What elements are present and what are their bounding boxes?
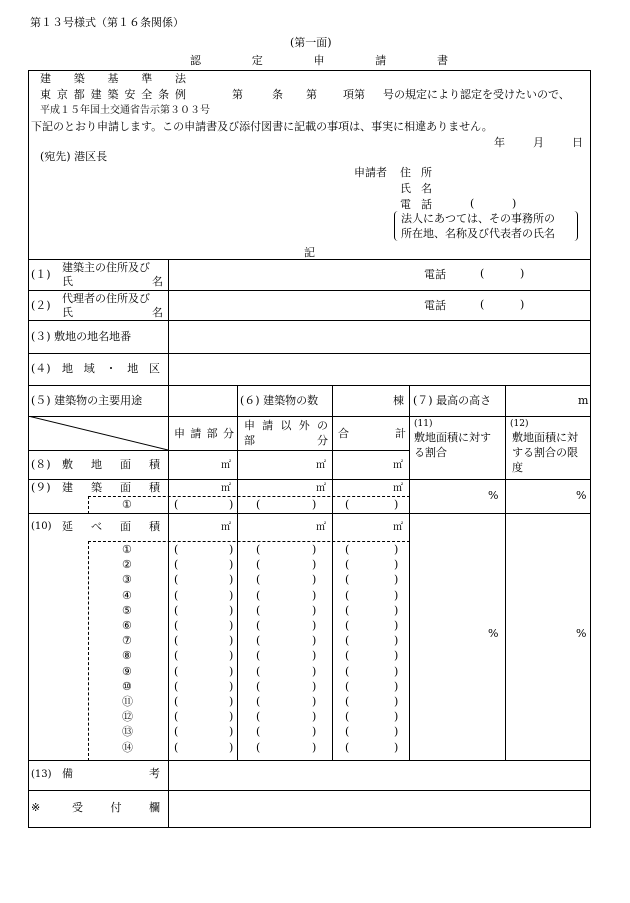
header-12-line2: する割合の限: [512, 446, 578, 459]
row2-label-line1: 代理者の住所及び: [62, 292, 150, 305]
date-year: 年: [494, 136, 505, 149]
floor-area-paren: (: [174, 725, 179, 739]
floor-area-paren: (: [256, 619, 261, 632]
row1-phone-label[interactable]: 電話: [424, 268, 446, 281]
floor-area-paren: ): [394, 573, 399, 587]
header-other-part-l2b: 分: [317, 434, 328, 447]
row9-paren: (: [174, 498, 179, 511]
row7-unit: m: [578, 394, 589, 407]
row9-paren: ): [394, 498, 399, 511]
row2-paren-close: ): [520, 298, 525, 311]
floor-area-paren: ): [229, 710, 234, 724]
floor-area-paren: (: [174, 695, 179, 708]
floor-number: ①: [122, 543, 132, 556]
article-label: 第: [232, 88, 243, 101]
floor-area-paren: ): [394, 740, 399, 754]
table-top-line: [28, 259, 591, 260]
floor-number: ⑪: [122, 695, 133, 708]
floor-area-paren: ): [312, 649, 317, 663]
statute-notice-303: 平成１５年国土交通省告示第３０３号: [40, 105, 210, 116]
floor-area-paren: (: [256, 573, 261, 587]
corp-note-line1: 法人にあつては、その事務所の: [401, 212, 555, 225]
corp-note-line2: 所在地、名称及び代表者の氏名: [401, 227, 555, 240]
applicant-phone-label: 電 話: [400, 198, 432, 211]
row1-label-l2b: 名: [152, 275, 163, 288]
applicant-name-label: 氏 名: [400, 182, 432, 195]
floor-number: ③: [122, 573, 132, 587]
floor-area-paren: ): [312, 679, 317, 693]
floor-area-paren: (: [256, 558, 261, 572]
floor-area-paren: ): [394, 543, 399, 556]
floor-area-paren: ): [229, 619, 234, 632]
table-line: [28, 450, 409, 451]
row2-paren-open: (: [480, 298, 485, 311]
floor-area-paren: (: [345, 664, 350, 678]
row10-label: 延 べ 面 積: [62, 520, 160, 533]
row1-label-l2a: 氏: [62, 275, 73, 288]
floor-area-paren: (: [345, 543, 350, 556]
floor-area-paren: ): [229, 725, 234, 739]
floor-area-paren: (: [345, 649, 350, 663]
floor-area-paren: (: [256, 603, 261, 617]
floor-area-paren: (: [174, 558, 179, 572]
row9-paren: (: [256, 498, 261, 511]
applicant-label: 申請者: [354, 166, 387, 179]
floor-area-paren: ): [229, 679, 234, 693]
row10-total-sqm: ㎡: [393, 522, 403, 533]
header-11-line1: 敷地面積に対す: [414, 431, 491, 444]
page-label: (第一面): [290, 36, 332, 49]
row9-total-sqm: ㎡: [393, 483, 403, 494]
row9-other-sqm: ㎡: [316, 483, 326, 494]
table-line: [28, 479, 591, 480]
floor-area-paren: (: [174, 588, 179, 602]
header-12-number: (12): [510, 419, 529, 429]
floor-area-paren: (: [174, 710, 179, 724]
row9-limit-percent: %: [576, 489, 587, 502]
floor-area-paren: ): [394, 710, 399, 724]
article-unit: 条: [272, 88, 283, 101]
floor-area-paren: ): [394, 558, 399, 572]
dashed-subrow-10: [88, 541, 410, 761]
floor-area-paren: ): [312, 634, 317, 648]
row10-other-sqm: ㎡: [316, 522, 326, 533]
row10-number: (10): [31, 521, 52, 532]
floor-area-paren: ): [312, 664, 317, 678]
floor-area-paren: ): [394, 679, 399, 693]
floor-area-paren: ): [229, 558, 234, 572]
row2-number: (２): [31, 299, 51, 312]
floor-number: ⑫: [122, 710, 133, 724]
floor-area-paren: ): [229, 649, 234, 663]
table-line: [28, 385, 591, 386]
addressee: (宛先) 港区長: [40, 150, 108, 163]
declaration-text: 下記のとおり申請します。この申請書及び添付図書に記載の事項は、事実に相違ありません。: [31, 120, 493, 133]
floor-area-paren: (: [174, 664, 179, 678]
statute-suffix: 号の規定により認定を受けたいので、: [383, 88, 570, 101]
date-month: 月: [533, 136, 544, 149]
row8-other-sqm: ㎡: [316, 460, 326, 471]
row8-number: (８): [31, 458, 51, 471]
row6-unit: 棟: [393, 394, 404, 407]
header-total-a: 合: [338, 427, 349, 440]
applicant-phone-paren-open: (: [470, 197, 475, 210]
row6-label: (６) 建築物の数: [240, 394, 319, 407]
floor-area-paren: ): [312, 543, 317, 556]
floor-number: ⑤: [122, 603, 132, 617]
diagonal-header-cell: [28, 416, 168, 450]
floor-area-paren: (: [174, 543, 179, 556]
row5-label: (５) 建築物の主要用途: [31, 394, 143, 407]
floor-area-paren: (: [174, 740, 179, 754]
floor-area-paren: (: [256, 740, 261, 754]
table-line: [28, 320, 591, 321]
floor-area-paren: ): [229, 740, 234, 754]
row1-paren-close: ): [520, 267, 525, 280]
floor-area-paren: ): [312, 603, 317, 617]
clause-label: 第: [306, 88, 317, 101]
applicant-address-label: 住 所: [400, 166, 432, 179]
floor-number: ⑧: [122, 649, 132, 663]
row10-apply-sqm: ㎡: [221, 522, 231, 533]
header-other-part-l2a: 部: [244, 434, 255, 447]
row8-apply-sqm: ㎡: [221, 460, 231, 471]
floor-area-paren: (: [345, 725, 350, 739]
floor-area-paren: ): [312, 695, 317, 708]
floor-area-paren: (: [256, 695, 261, 708]
floor-number: ④: [122, 588, 132, 602]
table-line: [28, 290, 591, 291]
floor-area-paren: (: [174, 634, 179, 648]
floor-number: ⑬: [122, 725, 133, 739]
statute-building-standards: 建 築 基 準 法: [40, 72, 186, 85]
row3-label: (３) 敷地の地名地番: [31, 330, 132, 343]
applicant-phone-paren-close: ): [512, 197, 517, 210]
floor-area-paren: ): [312, 588, 317, 602]
floor-area-paren: (: [174, 603, 179, 617]
row8-label: 敷 地 面 積: [62, 458, 160, 471]
row9-paren: ): [229, 498, 234, 511]
header-12-line1: 敷地面積に対: [512, 431, 578, 444]
floor-area-paren: (: [345, 679, 350, 693]
floor-area-paren: (: [256, 634, 261, 648]
clause-unit: 項第: [343, 88, 365, 101]
row2-label-l2b: 名: [152, 306, 163, 319]
floor-area-paren: (: [174, 619, 179, 632]
floor-area-paren: ): [312, 619, 317, 632]
floor-area-paren: (: [256, 725, 261, 739]
floor-area-paren: (: [256, 710, 261, 724]
row9-ratio-percent: %: [488, 489, 499, 502]
header-total-b: 計: [395, 427, 406, 440]
floor-area-paren: ): [229, 543, 234, 556]
dashed-subrow-9: [88, 496, 410, 514]
row1-number: (１): [31, 268, 51, 281]
floor-area-paren: ): [229, 634, 234, 648]
floor-area-paren: ): [394, 634, 399, 648]
table-line: [28, 353, 591, 354]
row1-label-line1: 建築主の住所及び: [62, 261, 150, 274]
floor-area-paren: (: [345, 619, 350, 632]
reception-mark: ※: [31, 801, 41, 814]
floor-area-paren: (: [256, 543, 261, 556]
floor-number: ⑩: [122, 679, 132, 693]
floor-area-paren: (: [345, 710, 350, 724]
row4-label: 地 域 ・ 地 区: [62, 362, 160, 375]
row9-subrow-number: ①: [122, 498, 132, 511]
row8-total-sqm: ㎡: [393, 460, 403, 471]
table-line: [28, 790, 591, 791]
floor-area-paren: ): [229, 603, 234, 617]
floor-number: ⑭: [122, 740, 133, 754]
floor-number: ⑨: [122, 664, 132, 678]
floor-area-paren: ): [229, 588, 234, 602]
row9-apply-sqm: ㎡: [221, 483, 231, 494]
floor-area-paren: (: [345, 695, 350, 708]
floor-area-paren: ): [394, 725, 399, 739]
header-12-line3: 度: [512, 461, 523, 474]
header-apply-part: 申 請 部 分: [174, 427, 234, 440]
row1-paren-open: (: [480, 267, 485, 280]
ki-label: 記: [304, 246, 315, 259]
form-title: 認 定 申 請 書: [190, 54, 448, 67]
floor-number: ⑦: [122, 634, 132, 648]
date-day: 日: [572, 136, 583, 149]
floor-area-paren: ): [394, 588, 399, 602]
row2-label-l2a: 氏: [62, 306, 73, 319]
floor-area-paren: (: [174, 573, 179, 587]
column-line: [505, 385, 506, 760]
floor-area-paren: (: [174, 679, 179, 693]
reception-label: 受 付 欄: [72, 801, 160, 814]
floor-area-paren: ): [229, 573, 234, 587]
floor-area-paren: (: [256, 588, 261, 602]
floor-area-paren: ): [312, 710, 317, 724]
row9-label: 建 築 面 積: [62, 481, 160, 494]
floor-area-paren: (: [256, 679, 261, 693]
floor-area-paren: ): [394, 664, 399, 678]
floor-area-paren: (: [345, 573, 350, 587]
row9-number: (９): [31, 481, 51, 494]
row4-number: (４): [31, 362, 51, 375]
floor-area-paren: (: [345, 588, 350, 602]
floor-area-paren: (: [345, 740, 350, 754]
header-other-part-line1: 申 請 以 外 の: [244, 419, 328, 432]
floor-area-paren: ): [394, 603, 399, 617]
header-11-line2: る割合: [414, 446, 447, 459]
form-number: 第１３号様式（第１６条関係）: [30, 16, 184, 29]
statute-tokyo-safety: 東 京 都 建 築 安 全 条 例: [40, 88, 186, 101]
row10-ratio-percent: %: [488, 627, 499, 640]
floor-area-paren: ): [229, 664, 234, 678]
row13-label: 備 考: [62, 767, 160, 780]
row2-phone-label[interactable]: 電話: [424, 299, 446, 312]
row9-paren: ): [312, 498, 317, 511]
floor-area-paren: (: [345, 603, 350, 617]
floor-area-paren: ): [312, 573, 317, 587]
floor-area-paren: ): [394, 649, 399, 663]
floor-number: ⑥: [122, 619, 132, 632]
floor-area-paren: (: [174, 649, 179, 663]
row10-limit-percent: %: [576, 627, 587, 640]
floor-area-paren: (: [345, 634, 350, 648]
header-11-number: (11): [414, 419, 433, 429]
floor-area-paren: ): [312, 558, 317, 572]
row7-label: (７) 最高の高さ: [413, 394, 492, 407]
floor-area-paren: ): [394, 695, 399, 708]
floor-area-paren: ): [312, 725, 317, 739]
floor-area-paren: ): [394, 619, 399, 632]
floor-area-paren: (: [256, 664, 261, 678]
floor-area-paren: ): [312, 740, 317, 754]
row9-paren: (: [345, 498, 350, 511]
floor-area-paren: ): [229, 695, 234, 708]
floor-number: ②: [122, 558, 132, 572]
row13-number: (13): [31, 769, 52, 780]
floor-area-paren: (: [256, 649, 261, 663]
floor-area-paren: (: [345, 558, 350, 572]
